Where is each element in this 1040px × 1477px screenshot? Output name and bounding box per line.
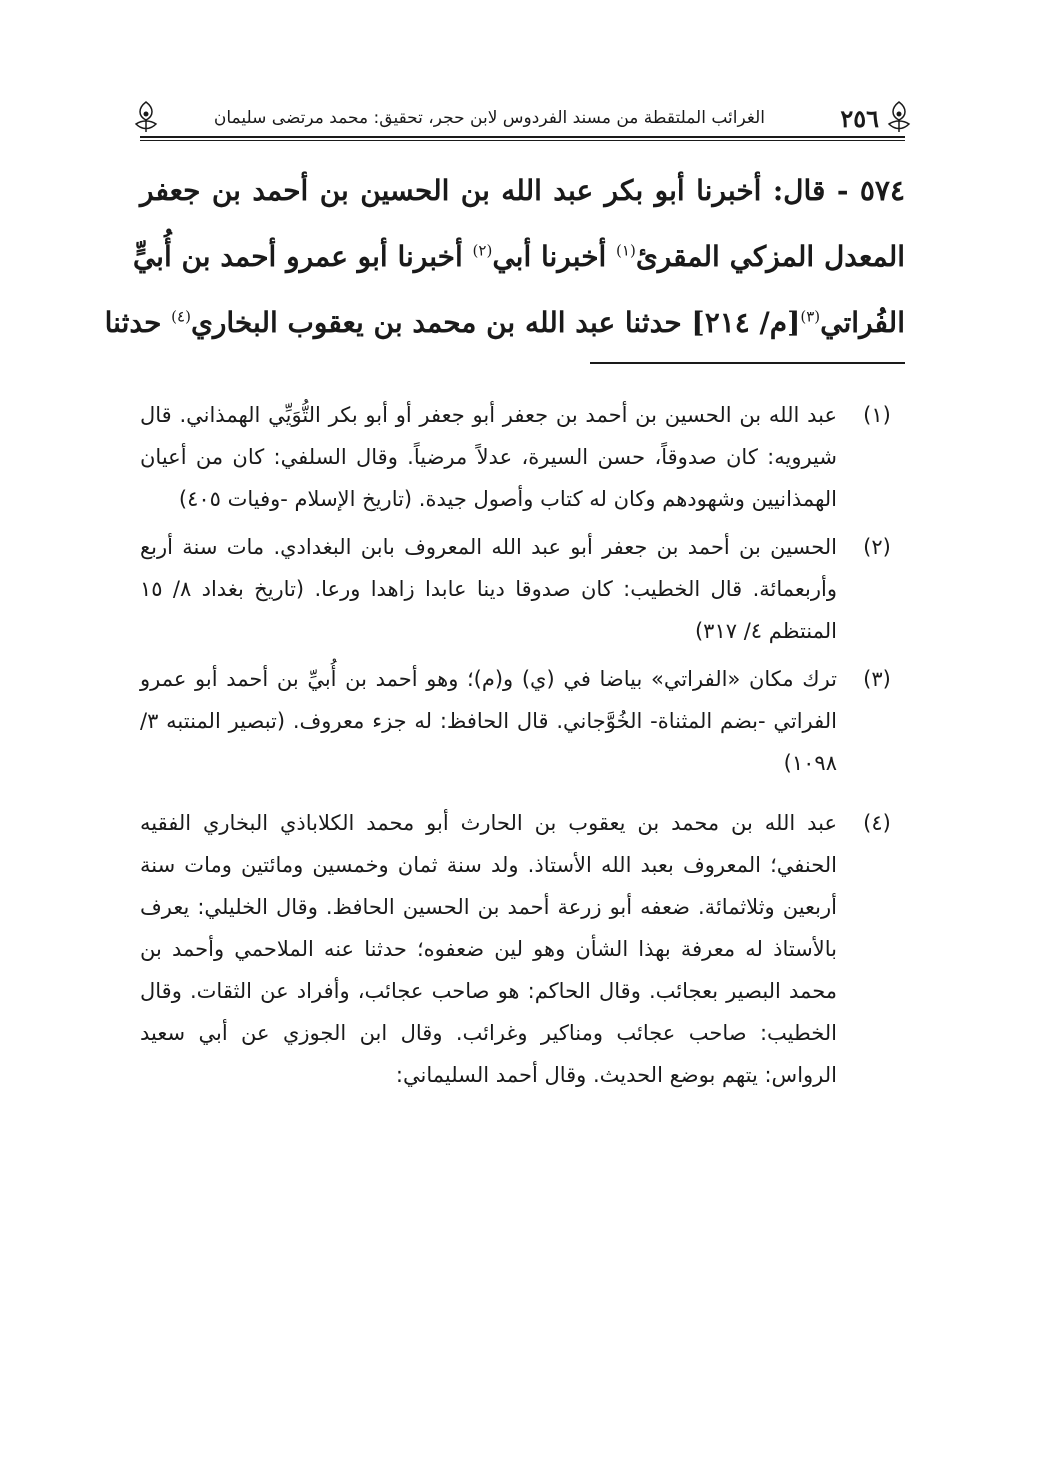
hadith-line	[132, 224, 905, 290]
footnote-item	[140, 394, 905, 520]
footnote-separator	[590, 362, 905, 364]
hadith-line	[104, 290, 905, 356]
footnote-text: ترك مكان «الفراتي» بياضا في (ي) و(م)؛ وهو أحمد بن أُبيِّ بن أحمد أبو عمرو الفراتي -بضم المثناة- الخُوَّجاني. قال الحافظ: له جزء معروف. (تبصير المنتبه ٣/ ١٠٩٨)	[140, 667, 837, 775]
footnote-ref[interactable]: (٢)	[472, 241, 493, 260]
footnote-text: عبد الله بن محمد بن يعقوب بن الحارث أبو محمد الكلاباذي البخاري الفقيه الحنفي؛ المعروف بعبد الله الأستاذ. ولد سنة ثمان وخمسين ومائتين ومات سنة أربعين وثلاثمائة. ضعفه أبو زرعة أحمد بن الحسين الحافظ. وقال الخليلي: يعرف بالأستاذ له معرفة بهذا الشأن وهو لين ضعفوه؛ حدثنا عنه الملاحمي وأحمد بن محمد البصير بعجائب. وقال الحاكم: هو صاحب عجائب، وأفراد عن الثقات. وقال الخطيب: صاحب عجائب ومناكير وغرائب. وقال ابن الجوزي عن أبي سعيد الرواس: يتهم بوضع الحديث. وقال أحمد السليماني:	[140, 811, 837, 1087]
footnote-text: الحسين بن أحمد بن جعفر أبو عبد الله المعروف بابن البغدادي. مات سنة أربع وأربعمائة. قال الخطيب: كان صدوقا دينا عابدا زاهدا ورعا. (تاريخ بغداد ٨/ ١٥ المنتظم ٤/ ٣١٧)	[140, 535, 837, 643]
page-number: ٢٥٦	[840, 104, 879, 133]
footnote-number: (٢)	[863, 535, 891, 559]
footnote-number: (٤)	[863, 811, 891, 835]
footnote-number: (٣)	[863, 667, 891, 691]
footnote-ref[interactable]: (١)	[616, 241, 636, 260]
footnote-item	[140, 526, 905, 652]
running-header	[140, 100, 905, 140]
hadith-line-text: أخبرنا أبي	[492, 240, 617, 273]
footnote-ref[interactable]: (٣)	[800, 307, 821, 326]
header-rule-thin	[140, 140, 905, 141]
footnote-ref[interactable]: (٤)	[171, 307, 191, 326]
running-title: الغرائب الملتقطة من مسند الفردوس لابن حجر، تحقيق: محمد مرتضى سليمان	[213, 108, 765, 128]
hadith-line-text: المعدل المزكي المقرئ	[635, 240, 905, 273]
hadith-line	[140, 158, 905, 224]
footnote-number: (١)	[863, 403, 891, 427]
hadith-line-text: [م/ ٢١٤] حدثنا عبد الله بن محمد بن يعقوب البخاري	[190, 306, 801, 339]
footnote-item	[140, 802, 905, 1096]
header-rule	[140, 136, 905, 138]
floral-ornament-icon	[132, 100, 160, 134]
floral-ornament-icon	[885, 100, 913, 134]
hadith-line-text: ٥٧٤ - قال: أخبرنا أبو بكر عبد الله بن الحسين بن أحمد بن جعفر	[140, 174, 905, 207]
hadith-line-text: أخبرنا أبو عمرو أحمد بن أُبيٍّ	[132, 240, 473, 273]
hadith-line-text: الفُراتي	[820, 306, 905, 339]
footnote-text: عبد الله بن الحسين بن أحمد بن جعفر أبو جعفر أو أبو بكر التُّوَيِّي الهمذاني. قال شيرويه: كان صدوقاً، حسن السيرة، عدلاً مرضياً. وقال السلفي: كان من أعيان الهمذانيين وشهودهم وكان له كتاب وأصول جيدة. (تاريخ الإسلام -وفيات ٤٠٥)	[140, 403, 837, 511]
footnotes	[140, 394, 905, 1102]
hadith-line-text: حدثنا	[104, 306, 172, 339]
footnote-item	[140, 658, 905, 784]
hadith-text	[104, 158, 905, 356]
